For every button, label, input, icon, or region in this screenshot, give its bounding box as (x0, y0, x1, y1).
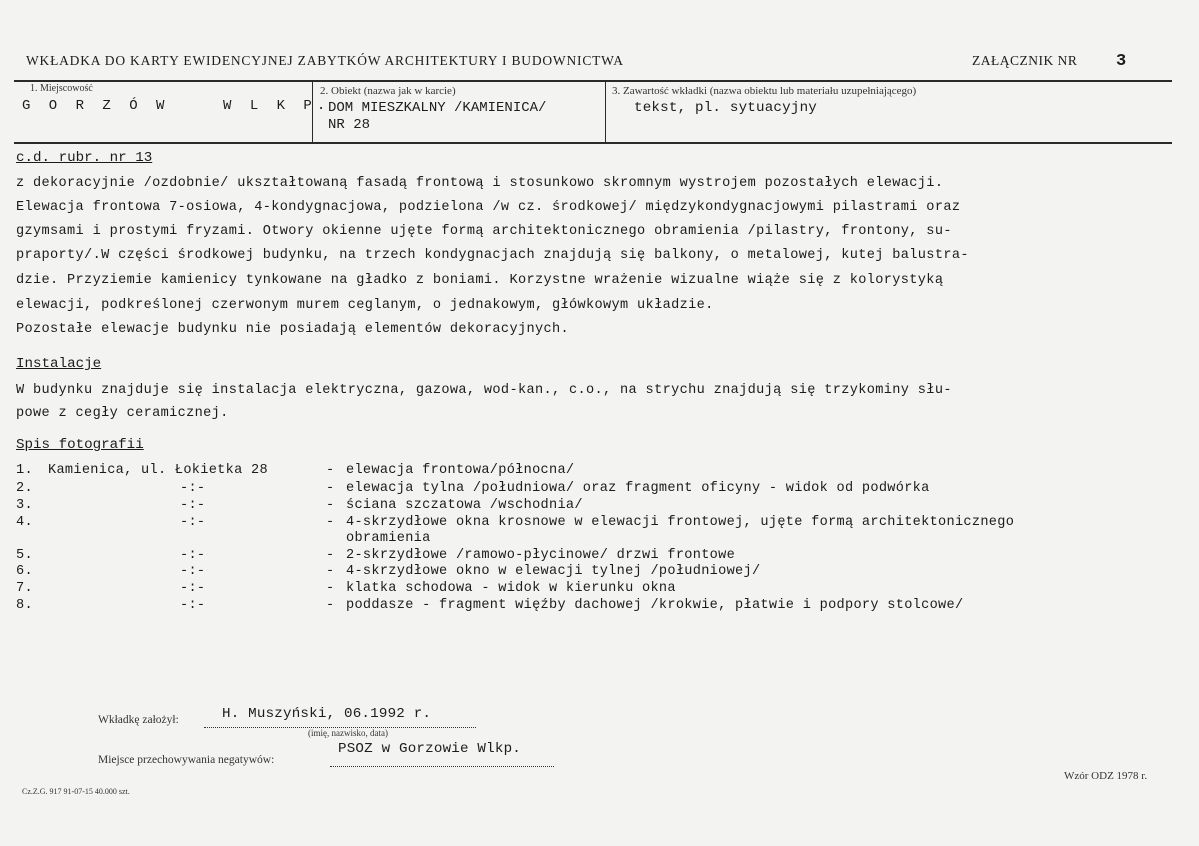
photo-description: 2-skrzydłowe /ramowo-płycinowe/ drzwi frontowe (346, 548, 736, 563)
photo-dash: - (326, 463, 335, 478)
annex-label: ZAŁĄCZNIK NR (972, 53, 1078, 68)
photo-number: 3. (16, 498, 33, 513)
photo-number: 6. (16, 564, 33, 579)
photo-dash: - (326, 515, 335, 530)
locality-value: G O R Z Ó W W L K P. (22, 98, 331, 114)
form-title: WKŁADKA DO KARTY EWIDENCYJNEJ ZABYTKÓW ARCHITEKTURY I BUDOWNICTWA (26, 53, 624, 68)
description-line: dzie. Przyziemie kamienicy tynkowane na gładko z boniami. Korzystne wrażenie wizualne wiąże się z kolorystyką (16, 273, 944, 288)
photos-heading: Spis fotografii (16, 437, 144, 453)
object-value-line1: DOM MIESZKALNY /KAMIENICA/ (328, 100, 547, 116)
installations-line: powe z cegły ceramicznej. (16, 406, 229, 421)
description-line: Pozostałe elewacje budynku nie posiadają elementów dekoracyjnych. (16, 322, 569, 337)
storage-value: PSOZ w Gorzowie Wlkp. (338, 741, 521, 757)
founded-value: H. Muszyński, 06.1992 r. (222, 706, 432, 722)
annex-number: 3 (1116, 52, 1127, 71)
photo-place: -:- (180, 498, 206, 513)
photo-description: klatka schodowa - widok w kierunku okna (346, 581, 676, 596)
header-bottom-rule (14, 142, 1172, 144)
photo-description: 4-skrzydłowe okno w elewacji tylnej /południowej/ (346, 564, 761, 579)
photo-dash: - (326, 548, 335, 563)
photo-number: 4. (16, 515, 33, 530)
photo-dash: - (326, 481, 335, 496)
description-line: Elewacja frontowa 7-osiowa, 4-kondygnacjowa, podzielona /w cz. środkowej/ międzykondygnacjowymi pilastrami oraz (16, 200, 961, 215)
photo-number: 8. (16, 598, 33, 613)
description-line: gzymsami i prostymi fryzami. Otwory okienne ujęte formą architektonicznego obramienia /pilastry, frontony, su- (16, 224, 952, 239)
photo-place: -:- (180, 515, 206, 530)
photo-description: elewacja frontowa/północna/ (346, 463, 575, 478)
photo-dash: - (326, 564, 335, 579)
photo-dash: - (326, 498, 335, 513)
photo-place: -:- (180, 581, 206, 596)
photo-description: 4-skrzydłowe okna krosnowe w elewacji frontowej, ujęte formą architektonicznego (346, 515, 1015, 530)
description-line: elewacji, podkreślonej czerwonym murem ceglanym, o jednakowym, główkowym układzie. (16, 298, 714, 313)
description-line: z dekoracyjnie /ozdobnie/ ukształtowaną fasadą frontową i stosunkowo skromnym wystrojem pozostałych elewacji. (16, 176, 944, 191)
photo-place: -:- (180, 481, 206, 496)
continuation-heading: c.d. rubr. nr 13 (16, 150, 153, 166)
photo-place: -:- (180, 548, 206, 563)
photo-place: Kamienica, ul. Łokietka 28 (48, 463, 268, 478)
photo-place: -:- (180, 598, 206, 613)
photo-description: ściana szczatowa /wschodnia/ (346, 498, 583, 513)
description-line: praporty/.W części środkowej budynku, na trzech kondygnacjach znajdują się balkony, o metalowej, kutej balustra- (16, 248, 969, 263)
installations-heading: Instalacje (16, 356, 102, 372)
locality-label: 1. Miejscowość (30, 83, 93, 94)
photo-description: elewacja tylna /południowa/ oraz fragment oficyny - widok od podwórka (346, 481, 930, 496)
photo-description: poddasze - fragment więźby dachowej /krokwie, płatwie i podpory stolcowe/ (346, 598, 964, 613)
object-label: 2. Obiekt (nazwa jak w karcie) (320, 85, 456, 97)
photo-number: 2. (16, 481, 33, 496)
photo-description-continued: obramienia (346, 531, 431, 546)
photo-dash: - (326, 598, 335, 613)
photo-number: 7. (16, 581, 33, 596)
founded-label: Wkładkę założył: (98, 714, 179, 726)
storage-label: Miejsce przechowywania negatywów: (98, 754, 275, 766)
contents-label: 3. Zawartość wkładki (nazwa obiektu lub materiału uzupełniającego) (612, 85, 917, 97)
box-divider-2 (605, 81, 606, 143)
photo-number: 1. (16, 463, 33, 478)
storage-dotted-line (330, 765, 554, 767)
installations-line: W budynku znajduje się instalacja elektryczna, gazowa, wod-kan., c.o., na strychu znajdują się trzykominy słu- (16, 383, 952, 398)
object-value-line2: NR 28 (328, 117, 371, 133)
photo-place: -:- (180, 564, 206, 579)
contents-value: tekst, pl. sytuacyjny (634, 100, 817, 116)
header-top-rule (14, 80, 1172, 82)
pattern-note: Wzór ODZ 1978 r. (1064, 770, 1148, 782)
photo-dash: - (326, 581, 335, 596)
photo-number: 5. (16, 548, 33, 563)
print-code: Cz.Z.G. 917 91-07-15 40.000 szt. (22, 787, 130, 796)
founded-hint: (imię, nazwisko, data) (308, 728, 388, 738)
